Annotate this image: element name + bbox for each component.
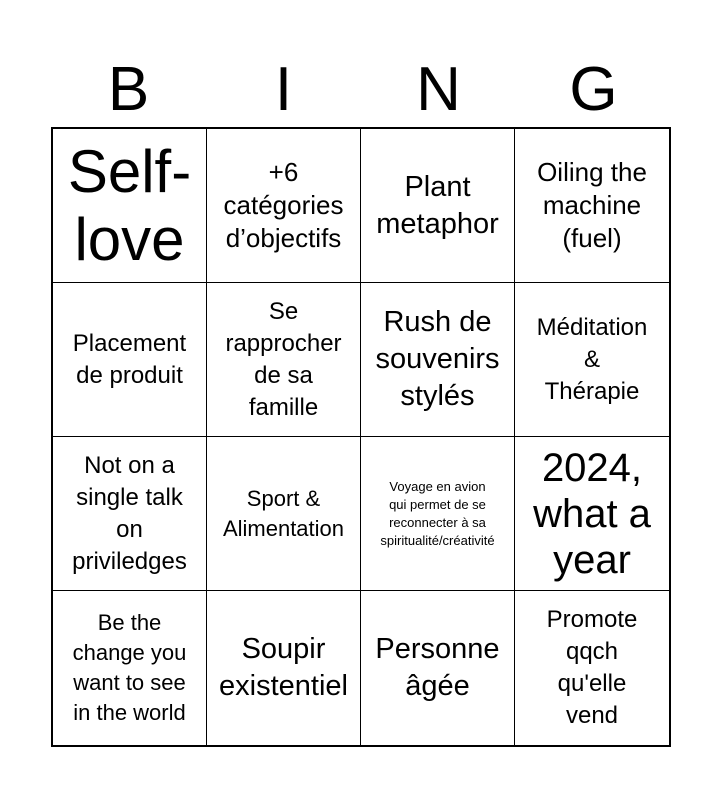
cell-text: 2024, what a year [533, 445, 651, 582]
cell-text: Plant metaphor [376, 170, 499, 240]
cell-text: +6 catégories d’objectifs [223, 157, 344, 253]
bingo-cell-r2c2[interactable] [207, 283, 361, 437]
bingo-cell-r4c2[interactable] [207, 591, 361, 745]
bingo-cell-r2c1[interactable] [53, 283, 207, 437]
cell-text: Self- love [67, 137, 192, 273]
cell-text: Se rapprocher de sa famille [225, 297, 342, 421]
cell-text: Voyage en avion qui permet de se reconnecter à sa spiritualité/créativité [380, 478, 495, 548]
cell-text: Promote qqch qu'elle vend [546, 606, 638, 729]
bingo-cell-r3c2[interactable] [207, 437, 361, 591]
bingo-cell-r4c1[interactable] [53, 591, 207, 745]
bingo-cell-r1c3[interactable] [361, 129, 515, 283]
bingo-header [51, 52, 671, 128]
bingo-cell-r3c3[interactable] [361, 437, 515, 591]
header-letter-n: N [416, 55, 461, 124]
cell-text: Not on a single talk on priviledges [72, 451, 187, 575]
bingo-cell-r3c4[interactable] [515, 437, 669, 591]
bingo-cell-r4c3[interactable] [361, 591, 515, 745]
cell-text: Sport & Alimentation [222, 485, 345, 541]
header-letter-i: I [274, 55, 293, 124]
cell-text: Be the change you want to see in the world [72, 610, 187, 725]
cell-text: Méditation & Thérapie [536, 313, 648, 405]
bingo-cell-r3c1[interactable] [53, 437, 207, 591]
cell-text: Placement de produit [72, 329, 187, 389]
bingo-cell-r4c4[interactable] [515, 591, 669, 745]
bingo-cell-r2c3[interactable] [361, 283, 515, 437]
bingo-cell-r1c4[interactable] [515, 129, 669, 283]
cell-text: Soupir existentiel [219, 633, 348, 702]
header-letter-b: B [107, 55, 150, 124]
cell-text: Personne âgée [375, 633, 500, 702]
cell-text: Rush de souvenirs stylés [375, 306, 500, 412]
bingo-board [51, 127, 671, 747]
header-letter-g: G [569, 55, 618, 124]
bingo-cell-r1c1[interactable] [53, 129, 207, 283]
bingo-cell-r1c2[interactable] [207, 129, 361, 283]
cell-text: Oiling the machine (fuel) [537, 157, 647, 253]
bingo-cell-r2c4[interactable] [515, 283, 669, 437]
